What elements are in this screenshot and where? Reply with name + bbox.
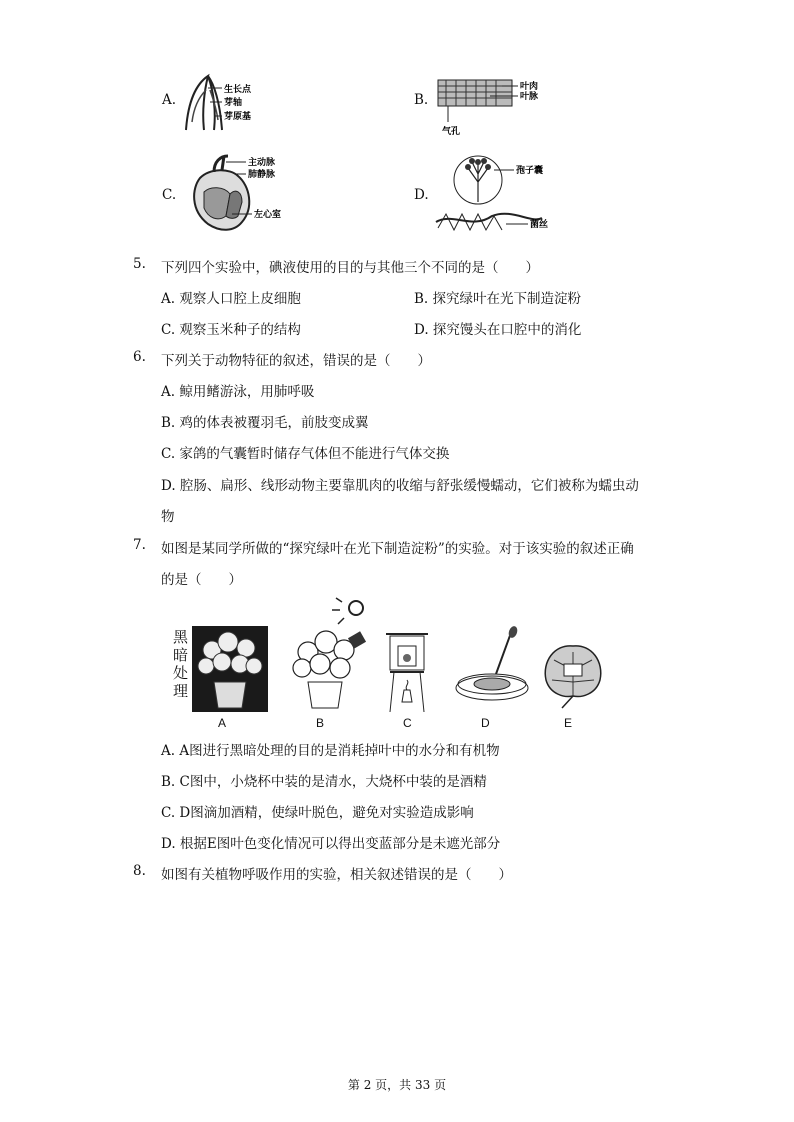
water-bath-apparatus-image: [384, 632, 430, 714]
label-bud-primordium: 芽原基: [224, 112, 252, 122]
q6-stem: 下列关于动物特征的叙述，错误的是（ ）: [161, 353, 431, 369]
petri-dish-dropper-image: [452, 626, 532, 706]
q8-stem: 如图有关植物呼吸作用的实验，相关叙述错误的是（ ）: [161, 867, 512, 883]
leaf-result-image: [540, 640, 606, 710]
label-bud-axis: 芽轴: [224, 98, 243, 108]
dark-box-plant-image: [192, 626, 268, 712]
q5-option-a[interactable]: A. 观察人口腔上皮细胞: [161, 291, 301, 307]
q4-option-d-letter: D.: [414, 187, 429, 203]
figure-caption-e: E: [564, 716, 573, 730]
label-aorta: 主动脉: [248, 158, 276, 168]
q7-option-a[interactable]: A. A图进行黑暗处理的目的是消耗掉叶中的水分和有机物: [161, 743, 500, 759]
q4-option-a-letter: A.: [162, 92, 177, 108]
figure-caption-d: D: [481, 716, 490, 730]
q4-option-c-letter: C.: [162, 187, 177, 203]
q6-option-b[interactable]: B. 鸡的体表被覆羽毛，前肢变成翼: [161, 415, 369, 431]
q8-number: 8.: [133, 863, 146, 879]
q5-number: 5.: [133, 256, 146, 272]
page-footer: 第 2 页，共 33 页: [347, 1078, 447, 1092]
q6-option-d-continued: 物: [161, 509, 175, 525]
figure-caption-b: B: [316, 716, 325, 730]
bud-structure-figure: [178, 72, 268, 132]
label-mesophyll: 叶肉: [520, 82, 539, 92]
q5-option-c[interactable]: C. 观察玉米种子的结构: [161, 322, 301, 338]
leaf-section-figure: [430, 74, 550, 142]
q7-number: 7.: [133, 537, 146, 553]
label-left-ventricle: 左心室: [254, 210, 282, 220]
mold-figure: [432, 152, 572, 236]
label-pulmonary-vein: 肺静脉: [248, 170, 276, 180]
q5-option-b[interactable]: B. 探究绿叶在光下制造淀粉: [414, 291, 582, 307]
lit-plant-image: [286, 594, 376, 714]
q7-option-b[interactable]: B. C图中，小烧杯中装的是清水，大烧杯中装的是酒精: [161, 774, 487, 790]
figure-caption-a: A: [218, 716, 227, 730]
q7-stem-line1: 如图是某同学所做的“探究绿叶在光下制造淀粉”的实验。对于该实验的叙述正确: [161, 541, 634, 557]
figure-caption-c: C: [403, 716, 412, 730]
label-sporangium: 孢子囊: [516, 166, 544, 176]
q5-option-d[interactable]: D. 探究馒头在口腔中的消化: [414, 322, 582, 338]
dark-treatment-label: 黑 暗 处 理: [173, 628, 189, 700]
q7-option-d[interactable]: D. 根据E图叶色变化情况可以得出变蓝部分是未遮光部分: [161, 836, 501, 852]
q7-option-c[interactable]: C. D图滴加酒精，使绿叶脱色，避免对实验造成影响: [161, 805, 474, 821]
q6-option-a[interactable]: A. 鲸用鳍游泳，用肺呼吸: [161, 384, 315, 400]
label-hyphae: 菌丝: [530, 220, 549, 230]
q6-option-c[interactable]: C. 家鸽的气囊暂时储存气体但不能进行气体交换: [161, 446, 450, 462]
label-growing-point: 生长点: [224, 85, 252, 95]
q5-stem: 下列四个实验中，碘液使用的目的与其他三个不同的是（ ）: [161, 260, 539, 276]
q4-option-b-letter: B.: [414, 92, 429, 108]
label-stoma: 气孔: [442, 127, 461, 137]
label-vein: 叶脉: [520, 92, 539, 102]
heart-figure: [180, 152, 290, 234]
q6-number: 6.: [133, 349, 146, 365]
q6-option-d[interactable]: D. 腔肠、扁形、线形动物主要靠肌肉的收缩与舒张缓慢蠕动，它们被称为蠕虫动: [161, 478, 639, 494]
q7-stem-line2: 的是（ ）: [161, 572, 242, 588]
